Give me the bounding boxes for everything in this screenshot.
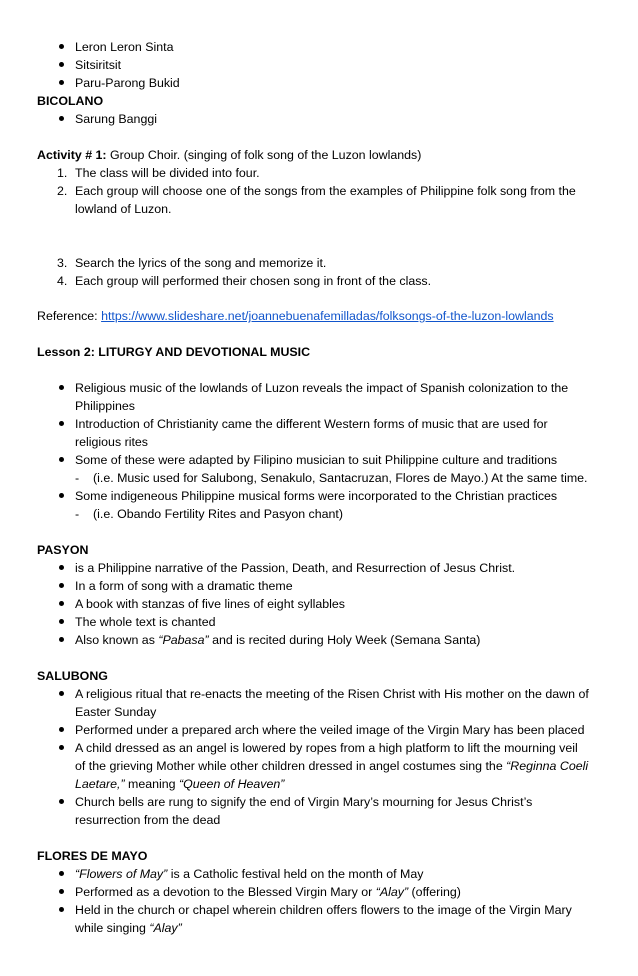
list-item: Performed under a prepared arch where the veiled image of the Virgin Mary has been placed — [75, 723, 585, 737]
section-heading-flores: FLORES DE MAYO — [37, 849, 148, 863]
bullet-icon — [59, 457, 64, 462]
step-text: Search the lyrics of the song and memorize it. — [75, 256, 327, 270]
bullet-icon — [59, 493, 64, 498]
bullet-icon — [59, 907, 64, 912]
step-number: 2. — [57, 184, 68, 198]
step-number: 4. — [57, 274, 68, 288]
bullet-icon — [59, 385, 64, 390]
bullet-icon — [59, 889, 64, 894]
list-item: In a form of song with a dramatic theme — [75, 579, 293, 593]
bullet-icon — [59, 44, 64, 49]
list-item: The whole text is chanted — [75, 615, 216, 629]
reference-line — [37, 307, 554, 325]
text-run: of the grieving Mother while other children dressed in angel costumes sing the — [75, 759, 507, 773]
bullet-icon — [59, 116, 64, 121]
section-heading-bicolano: BICOLANO — [37, 94, 104, 108]
list-item: Held in the church or chapel wherein children offers flowers to the image of the Virgin Mary — [75, 903, 572, 917]
list-item-continuation — [75, 757, 588, 775]
step-number: 1. — [57, 166, 68, 180]
list-item: Some of these were adapted by Filipino musician to suit Philippine culture and traditions — [75, 453, 558, 467]
dash-marker: - — [75, 507, 80, 521]
step-number: 3. — [57, 256, 68, 270]
bullet-icon — [59, 583, 64, 588]
list-item-continuation: religious rites — [75, 435, 148, 449]
sub-item: (i.e. Music used for Salubong, Senakulo, Santacruzan, Flores de Mayo.) At the same time. — [93, 471, 588, 485]
text-run: and is recited during Holy Week (Semana Santa) — [208, 633, 481, 647]
activity-description: Group Choir. (singing of folk song of the Luzon lowlands) — [106, 148, 422, 162]
bullet-icon — [59, 62, 64, 67]
list-item: Religious music of the lowlands of Luzon reveals the impact of Spanish colonization to the — [75, 381, 569, 395]
bullet-icon — [59, 745, 64, 750]
bullet-icon — [59, 727, 64, 732]
list-item-continuation: Philippines — [75, 399, 135, 413]
sub-item: (i.e. Obando Fertility Rites and Pasyon chant) — [93, 507, 343, 521]
text-run: meaning — [124, 777, 180, 791]
bullet-icon — [59, 421, 64, 426]
emphasis-flowers-of-may: “Flowers of May” — [75, 867, 168, 881]
list-item: A religious ritual that re-enacts the meeting of the Risen Christ with His mother on the dawn of — [75, 687, 589, 701]
emphasis-reginna: “Reginna Coeli — [506, 759, 589, 773]
emphasis-laetare: Laetare,” — [75, 777, 125, 791]
step-text: lowland of Luzon. — [75, 202, 172, 216]
text-run: (offering) — [408, 885, 461, 899]
section-heading-salubong: SALUBONG — [37, 669, 108, 683]
bullet-icon — [59, 80, 64, 85]
list-item: Sarung Banggi — [75, 112, 157, 126]
list-item: A book with stanzas of five lines of eight syllables — [75, 597, 345, 611]
text-run: is a Catholic festival held on the month of May — [167, 867, 424, 881]
emphasis-queen-of-heaven: “Queen of Heaven” — [179, 777, 285, 791]
list-item: is a Philippine narrative of the Passion, Death, and Resurrection of Jesus Christ. — [75, 561, 516, 575]
list-item-continuation — [75, 919, 182, 937]
lesson-heading: Lesson 2: LITURGY AND DEVOTIONAL MUSIC — [37, 345, 311, 359]
step-text: The class will be divided into four. — [75, 166, 260, 180]
activity-title — [37, 146, 421, 164]
text-run: Also known as — [75, 633, 159, 647]
emphasis-alay: “Alay” — [375, 885, 409, 899]
list-item: Some indigeneous Philippine musical forms were incorporated to the Christian practices — [75, 489, 558, 503]
list-item-continuation: resurrection from the dead — [75, 813, 221, 827]
text-run: Performed as a devotion to the Blessed Virgin Mary or — [75, 885, 376, 899]
bullet-icon — [59, 799, 64, 804]
emphasis-alay: “Alay” — [149, 921, 182, 935]
bullet-icon — [59, 637, 64, 642]
list-item: Church bells are rung to signify the end of Virgin Mary’s mourning for Jesus Christ’s — [75, 795, 533, 809]
bullet-icon — [59, 871, 64, 876]
section-heading-pasyon: PASYON — [37, 543, 89, 557]
bullet-icon — [59, 565, 64, 570]
bullet-icon — [59, 601, 64, 606]
list-item — [75, 631, 480, 649]
list-item: Introduction of Christianity came the different Western forms of music that are used for — [75, 417, 548, 431]
list-item — [75, 883, 461, 901]
text-run: while singing — [75, 921, 150, 935]
list-item: Sitsiritsit — [75, 58, 122, 72]
list-item: A child dressed as an angel is lowered by ropes from a high platform to lift the mourning veil — [75, 741, 578, 755]
step-text: Each group will choose one of the songs from the examples of Philippine folk song from the — [75, 184, 576, 198]
list-item: Paru-Parong Bukid — [75, 76, 180, 90]
bullet-icon — [59, 619, 64, 624]
step-text: Each group will performed their chosen song in front of the class. — [75, 274, 432, 288]
bullet-icon — [59, 691, 64, 696]
list-item-continuation: Easter Sunday — [75, 705, 157, 719]
reference-link[interactable]: https://www.slideshare.net/joannebuenafemilladas/folksongs-of-the-luzon-lowlands — [101, 309, 554, 323]
list-item: Leron Leron Sinta — [75, 40, 174, 54]
list-item-continuation — [75, 775, 284, 793]
dash-marker: - — [75, 471, 80, 485]
list-item — [75, 865, 423, 883]
reference-label: Reference: — [37, 309, 98, 323]
emphasis-pabasa: “Pabasa” — [158, 633, 209, 647]
activity-label: Activity # 1: — [37, 148, 107, 162]
